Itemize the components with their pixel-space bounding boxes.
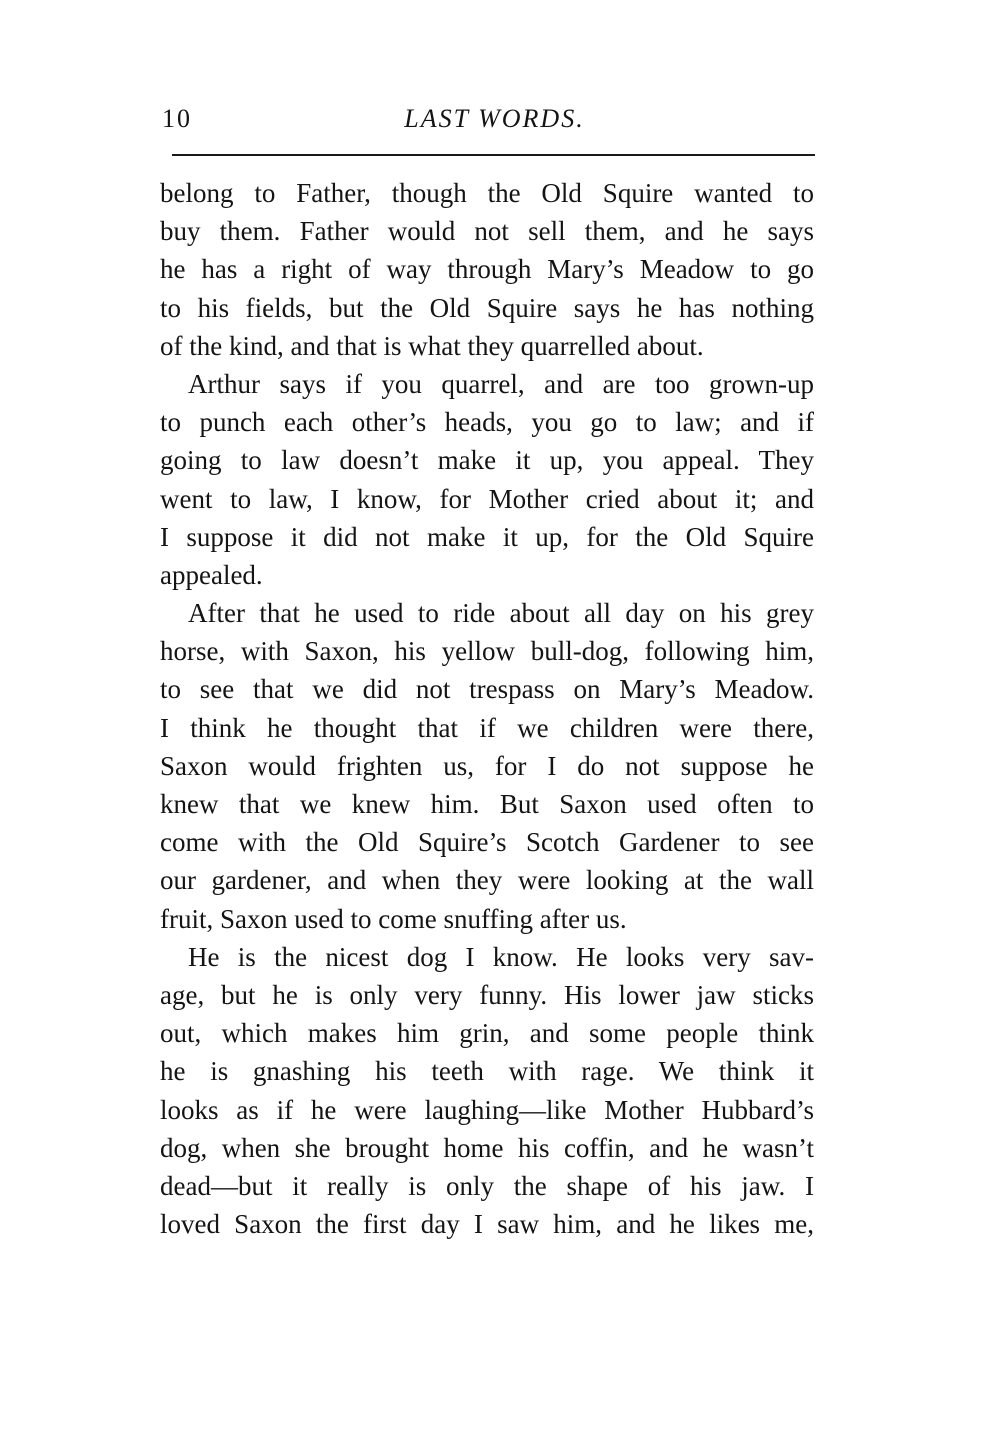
text-line: out, which makes him grin, and some people think — [160, 1018, 814, 1049]
text-line: to his fields, but the Old Squire says he has nothing — [160, 292, 814, 323]
text-line: After that he used to ride about all day on his grey — [188, 598, 814, 629]
text-line: looks as if he were laughing—like Mother Hubbard’s — [160, 1094, 814, 1125]
text-line: Saxon would frighten us, for I do not suppose he — [160, 750, 814, 781]
text-line: He is the nicest dog I know. He looks very sav- — [188, 941, 814, 972]
running-title: LAST WORDS. — [404, 104, 585, 133]
text-line: to punch each other’s heads, you go to law; and if — [160, 407, 814, 438]
text-line: going to law doesn’t make it up, you appeal. They — [160, 445, 814, 476]
text-line: horse, with Saxon, his yellow bull-dog, following him, — [160, 636, 814, 667]
text-line: buy them. Father would not sell them, and he says — [160, 216, 814, 247]
page-header — [162, 104, 817, 136]
text-line: dog, when she brought home his coffin, and he wasn’t — [160, 1132, 814, 1163]
page-number: 10 — [162, 104, 192, 133]
paragraph — [160, 938, 814, 1244]
text-line: our gardener, and when they were looking at the wall — [160, 865, 814, 896]
text-line: age, but he is only very funny. His lower jaw sticks — [160, 979, 814, 1010]
header-rule — [172, 154, 815, 156]
text-line: knew that we knew him. But Saxon used often to — [160, 789, 814, 819]
paragraph — [160, 365, 814, 594]
text-line: belong to Father, though the Old Squire wanted to — [160, 178, 814, 208]
text-line: of the kind, and that is what they quarrelled about. — [160, 330, 704, 361]
text-line: loved Saxon the first day I saw him, and he likes me, — [160, 1209, 814, 1240]
paragraph — [160, 594, 814, 938]
text-line: Arthur says if you quarrel, and are too grown-up — [188, 368, 814, 399]
paragraph — [160, 174, 814, 365]
body-text — [160, 174, 814, 1243]
text-line: come with the Old Squire’s Scotch Gardener to see — [160, 827, 814, 858]
text-line: he is gnashing his teeth with rage. We think it — [160, 1056, 814, 1087]
text-line: he has a right of way through Mary’s Meadow to go — [160, 254, 814, 285]
text-line: appealed. — [160, 559, 263, 590]
text-line: I suppose it did not make it up, for the Old Squire — [160, 521, 814, 552]
text-line: to see that we did not trespass on Mary’s Meadow. — [160, 674, 814, 705]
text-line: fruit, Saxon used to come snuffing after us. — [160, 903, 627, 934]
text-line: dead—but it really is only the shape of his jaw. I — [160, 1170, 814, 1201]
text-line: went to law, I know, for Mother cried about it; and — [160, 483, 814, 514]
text-line: I think he thought that if we children were there, — [160, 712, 814, 743]
